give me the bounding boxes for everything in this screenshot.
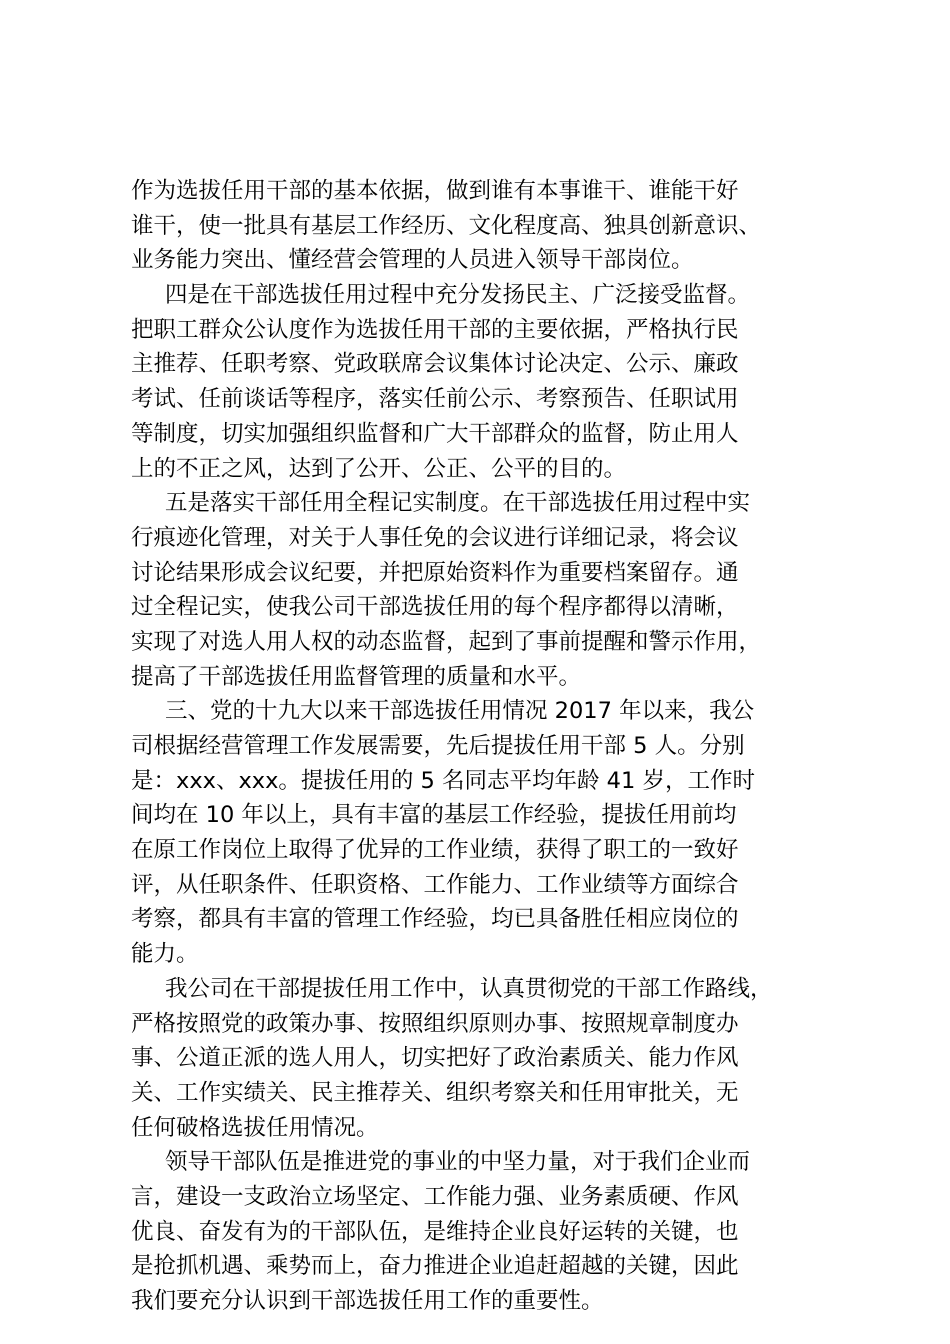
text-line: 过全程记实，使我公司干部选拔任用的每个程序都得以清晰， bbox=[131, 594, 739, 621]
text-line: 讨论结果形成会议纪要，并把原始资料作为重要档案留存。通 bbox=[131, 559, 739, 586]
text-line: 是：xxx、xxx。提拔任用的 5 名同志平均年龄 41 岁，工作时 bbox=[131, 767, 755, 794]
text-line: 作为选拔任用干部的基本依据，做到谁有本事谁干、谁能干好 bbox=[131, 178, 739, 204]
text-line: 评，从任职条件、任职资格、工作能力、工作业绩等方面综合 bbox=[131, 871, 739, 898]
text-line: 间均在 10 年以上，具有丰富的基层工作经验，提拔任用前均 bbox=[131, 802, 737, 829]
text-line: 等制度，切实加强组织监督和广大干部群众的监督，防止用人 bbox=[131, 420, 739, 447]
text-line: 考察，都具有丰富的管理工作经验，均已具备胜任相应岗位的 bbox=[131, 906, 739, 933]
text-line: 事、公道正派的选人用人，切实把好了政治素质关、能力作风 bbox=[131, 1045, 739, 1072]
text-line: 关、工作实绩关、民主推荐关、组织考察关和任用审批关，无 bbox=[131, 1079, 739, 1106]
text-line: 能力。 bbox=[131, 941, 199, 968]
paragraph-first-line: 领导干部队伍是推进党的事业的中坚力量，对于我们企业而 bbox=[165, 1149, 751, 1176]
text-line: 实现了对选人用人权的动态监督，起到了事前提醒和警示作用， bbox=[131, 628, 762, 655]
paragraph-first-line: 五是落实干部任用全程记实制度。在干部选拔任用过程中实 bbox=[165, 490, 751, 517]
text-line: 司根据经营管理工作发展需要，先后提拔任用干部 5 人。分别 bbox=[131, 733, 745, 759]
text-line: 言，建设一支政治立场坚定、工作能力强、业务素质硬、作风 bbox=[131, 1183, 739, 1210]
text-line: 我们要充分认识到干部选拔任用工作的重要性。 bbox=[131, 1288, 604, 1314]
text-line: 行痕迹化管理，对关于人事任免的会议进行详细记录，将会议 bbox=[131, 524, 739, 551]
text-line: 考试、任前谈话等程序，落实任前公示、考察预告、任职试用 bbox=[131, 386, 739, 413]
paragraph-first-line: 三、党的十九大以来干部选拔任用情况 2017 年以来，我公 bbox=[165, 698, 755, 725]
text-line: 业务能力突出、懂经营会管理的人员进入领导干部岗位。 bbox=[131, 247, 694, 274]
text-line: 任何破格选拔任用情况。 bbox=[131, 1114, 379, 1141]
text-line: 上的不正之风，达到了公开、公正、公平的目的。 bbox=[131, 455, 627, 482]
text-line: 主推荐、任职考察、党政联席会议集体讨论决定、公示、廉政 bbox=[131, 351, 739, 378]
paragraph-first-line: 四是在干部选拔任用过程中充分发扬民主、广泛接受监督。 bbox=[165, 282, 751, 309]
text-line: 是抢抓机遇、乘势而上，奋力推进企业追赶超越的关键，因此 bbox=[131, 1253, 739, 1280]
text-line: 提高了干部选拔任用监督管理的质量和水平。 bbox=[131, 663, 582, 690]
paragraph-first-line: 我公司在干部提拔任用工作中，认真贯彻党的干部工作路线， bbox=[165, 975, 773, 1002]
text-line: 把职工群众公认度作为选拔任用干部的主要依据，严格执行民 bbox=[131, 316, 739, 343]
text-line: 在原工作岗位上取得了优异的工作业绩，获得了职工的一致好 bbox=[131, 837, 739, 864]
text-line: 优良、奋发有为的干部队伍，是维持企业良好运转的关键，也 bbox=[131, 1218, 739, 1245]
text-line: 严格按照党的政策办事、按照组织原则办事、按照规章制度办 bbox=[131, 1010, 739, 1037]
text-line: 谁干，使一批具有基层工作经历、文化程度高、独具创新意识、 bbox=[131, 212, 762, 239]
document-body bbox=[131, 174, 831, 1319]
